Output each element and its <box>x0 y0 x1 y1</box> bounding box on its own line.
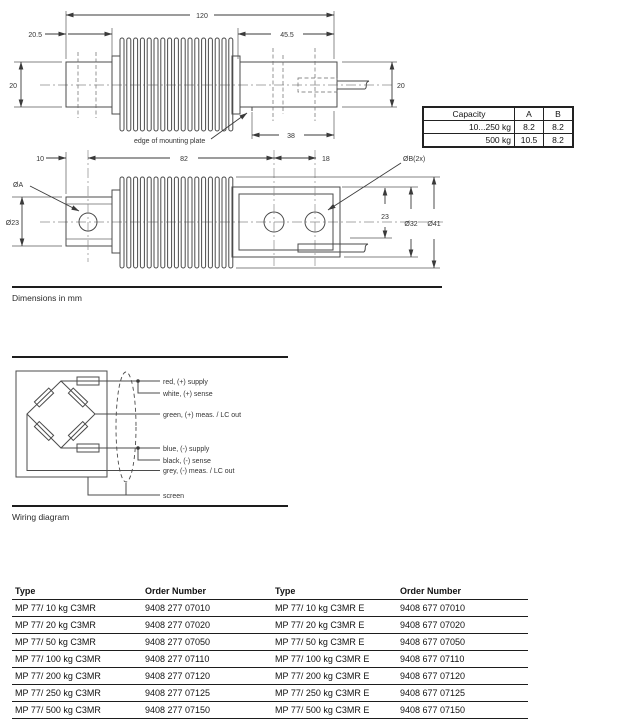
type-cell: MP 77/ 500 kg C3MR <box>12 702 142 719</box>
dim-label-20-5: 20.5 <box>28 32 42 39</box>
wiring-caption: Wiring diagram <box>12 512 70 522</box>
order-number-cell: 9408 277 07020 <box>142 617 272 634</box>
order-number-cell: 9408 277 07050 <box>142 634 272 651</box>
wheatstone-bridge <box>27 381 95 448</box>
order-number-cell: 9408 277 07110 <box>142 651 272 668</box>
divider <box>12 505 288 507</box>
dim-label-20-right: 20 <box>397 83 405 90</box>
cable-sheath <box>116 372 136 482</box>
order-table <box>12 584 528 719</box>
dim-label-23: 23 <box>381 214 389 221</box>
screen-wire <box>88 477 160 495</box>
table-row <box>423 121 573 134</box>
wire-label-screen: screen <box>163 493 185 500</box>
type-cell: MP 77/ 50 kg C3MR <box>12 634 142 651</box>
table-row <box>12 634 528 651</box>
order-number-cell: 9408 277 07120 <box>142 668 272 685</box>
bellows <box>120 177 233 268</box>
dimensions-caption: Dimensions in mm <box>12 293 82 303</box>
a-value: 10.5 <box>515 134 544 148</box>
order-number-cell: 9408 677 07010 <box>397 600 528 617</box>
type-cell: MP 77/ 20 kg C3MR <box>12 617 142 634</box>
order-number-header: Order Number <box>142 584 272 600</box>
a-value: 8.2 <box>515 121 544 134</box>
bridge-circuit <box>16 371 160 495</box>
top-view-drawing <box>6 150 443 268</box>
capacity-value: 500 kg <box>423 134 515 148</box>
divider <box>12 286 442 288</box>
dim-label-38: 38 <box>287 133 295 140</box>
order-number-header: Order Number <box>397 584 528 600</box>
table-row <box>423 134 573 148</box>
table-row <box>12 685 528 702</box>
dim-label-10: 10 <box>36 156 44 163</box>
type-cell: MP 77/ 100 kg C3MR <box>12 651 142 668</box>
bellows <box>120 38 233 131</box>
type-cell: MP 77/ 10 kg C3MR E <box>272 600 397 617</box>
order-number-cell: 9408 677 07120 <box>397 668 528 685</box>
order-number-cell: 9408 677 07050 <box>397 634 528 651</box>
type-cell: MP 77/ 250 kg C3MR <box>12 685 142 702</box>
type-cell: MP 77/ 250 kg C3MR E <box>272 685 397 702</box>
table-row <box>12 617 528 634</box>
dim-label-82: 82 <box>180 156 188 163</box>
type-cell: MP 77/ 500 kg C3MR E <box>272 702 397 719</box>
wire-label-white: white, (+) sense <box>163 391 213 398</box>
table-row <box>12 600 528 617</box>
dim-label-dia-32: Ø32 <box>404 221 418 228</box>
table-row <box>12 702 528 719</box>
dim-label-dia-23: Ø23 <box>5 220 19 227</box>
dim-label-45-5: 45.5 <box>280 32 294 39</box>
dim-label-18: 18 <box>322 156 330 163</box>
type-header: Type <box>272 584 397 600</box>
order-number-cell: 9408 277 07150 <box>142 702 272 719</box>
wiring-diagram <box>0 358 310 506</box>
dim-label-hole-a: ØA <box>13 182 24 189</box>
mounting-plate-note: edge of mounting plate <box>134 138 206 145</box>
type-header: Type <box>12 584 142 600</box>
type-cell: MP 77/ 10 kg C3MR <box>12 600 142 617</box>
dim-label-20-left: 20 <box>9 83 17 90</box>
order-number-cell: 9408 677 07150 <box>397 702 528 719</box>
dim-label-hole-b: ØB(2x) <box>403 156 426 163</box>
col-a-header: A <box>515 107 544 121</box>
b-value: 8.2 <box>544 121 574 134</box>
b-value: 8.2 <box>544 134 574 148</box>
table-row <box>12 668 528 685</box>
type-cell: MP 77/ 20 kg C3MR E <box>272 617 397 634</box>
type-cell: MP 77/ 200 kg C3MR E <box>272 668 397 685</box>
wire-labels <box>162 379 241 500</box>
side-view-drawing <box>9 11 405 145</box>
wire-label-black: black, (-) sense <box>163 458 211 465</box>
wire-label-red: red, (+) supply <box>163 379 208 386</box>
col-b-header: B <box>544 107 574 121</box>
wire-label-blue: blue, (-) supply <box>163 446 210 453</box>
order-table-header-row <box>12 584 528 600</box>
type-cell: MP 77/ 200 kg C3MR <box>12 668 142 685</box>
order-number-cell: 9408 277 07125 <box>142 685 272 702</box>
capacity-value: 10...250 kg <box>423 121 515 134</box>
order-number-cell: 9408 677 07110 <box>397 651 528 668</box>
type-cell: MP 77/ 50 kg C3MR E <box>272 634 397 651</box>
dim-label-120: 120 <box>196 13 208 20</box>
order-number-cell: 9408 277 07010 <box>142 600 272 617</box>
wire-label-grey: grey, (-) meas. / LC out <box>163 468 235 475</box>
capacity-table <box>422 106 574 148</box>
order-number-cell: 9408 677 07125 <box>397 685 528 702</box>
wire-label-green: green, (+) meas. / LC out <box>163 412 242 419</box>
capacity-header: Capacity <box>423 107 515 121</box>
order-number-cell: 9408 677 07020 <box>397 617 528 634</box>
table-row <box>12 651 528 668</box>
dim-label-dia-41: Ø41 <box>427 221 441 228</box>
type-cell: MP 77/ 100 kg C3MR E <box>272 651 397 668</box>
